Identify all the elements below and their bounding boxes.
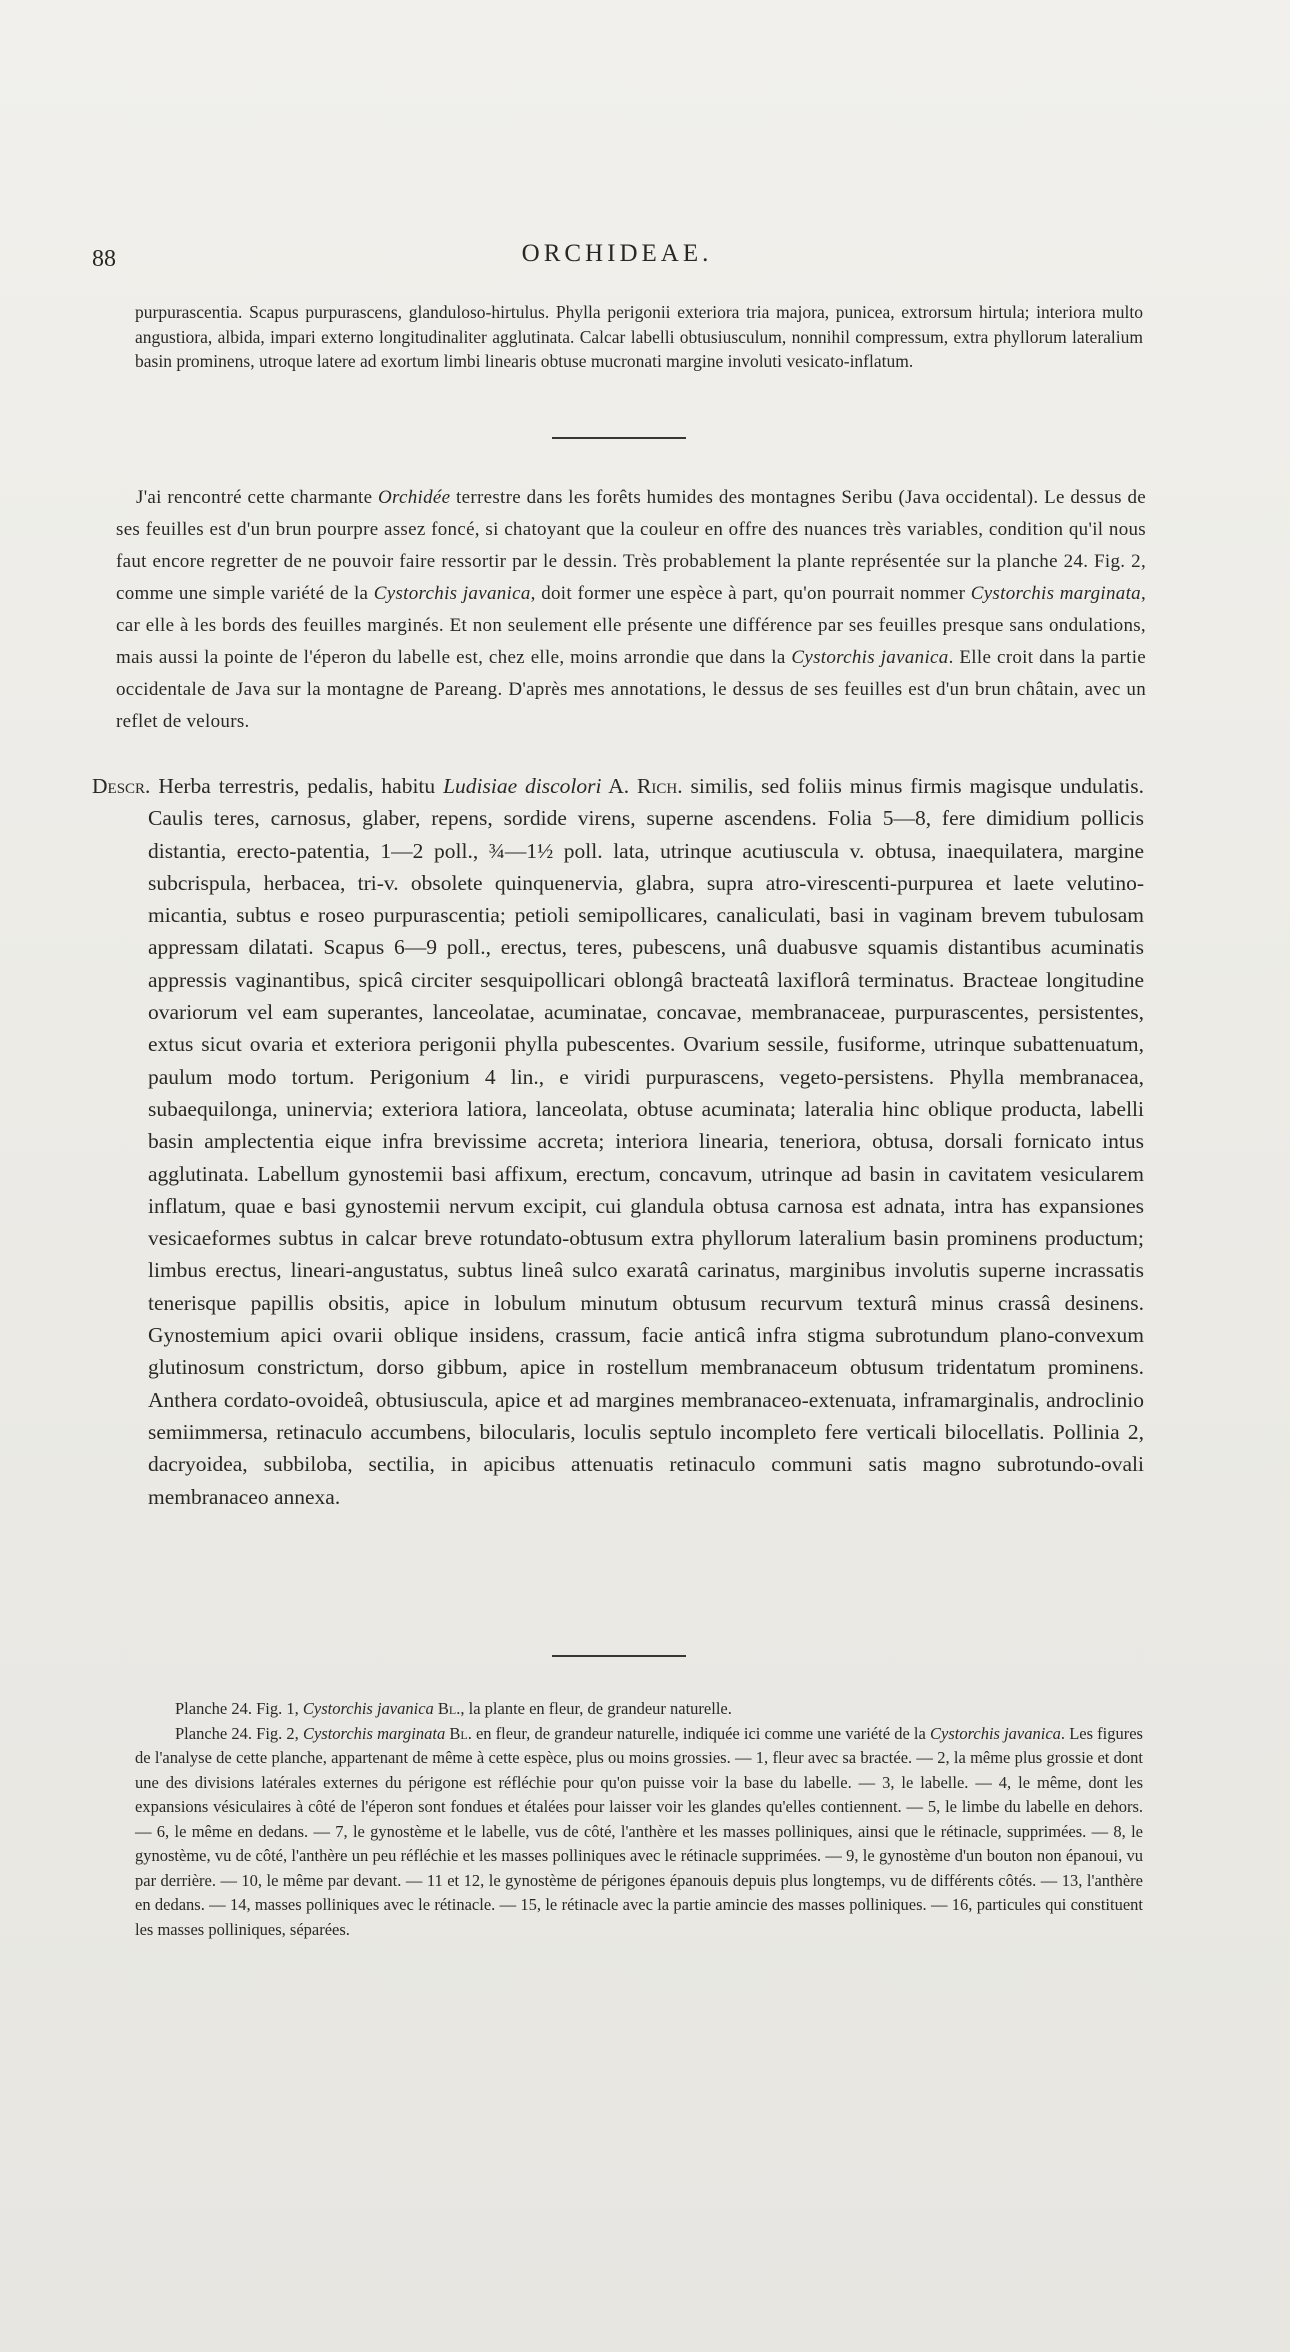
plate-caption-2 — [135, 1722, 1143, 1943]
page-number: 88 — [92, 246, 116, 272]
taxon-name: Cystorchis javanica — [302, 1699, 434, 1718]
french-text: , doit former une espèce à part, qu'on pourrait nommer — [530, 583, 971, 604]
intro-paragraph: purpurascentia. Scapus purpurascens, glanduloso-hirtulus. Phylla perigonii exteriora tria majora, punicea, extrorsum hirtula; interiora multo angustiora, albida, impari externo longitudinaliter agglutinata. Calcar labelli obtusiusculum, nonnihil compressum, extra phyllorum lateralium basin prominens, utroque latere ad exortum limbi linearis obtuse mucronati margine involuti vesicato-inflatum. — [135, 302, 1143, 371]
french-paragraph — [116, 482, 1146, 738]
description-text: similis, sed foliis minus firmis magisque undulatis. Caulis teres, carnosus, glaber, repens, sordide virens, superne ascendens. Folia 5—8, fere dimidium pollicis distantia, erecto-patentia, 1—2 poll., ¾—1½ poll. lata, utrinque acutiuscula v. obtusa, inaequilatera, margine subcrispula, herbacea, tri-v. obsolete quinquenervia, glabra, supra atro-virescenti-purpurea et laete velutino-micantia, subtus e roseo purpurascentia; petioli semipollicares, canaliculati, basi in vaginam brevem tubulosam appressam dilatati. Scapus 6—9 poll., erectus, teres, pubescens, unâ duabusve squamis distantibus acuminatis appressis vaginantibus, spicâ circiter sesquipollicari oblongâ bracteatâ laxiflorâ terminatus. Bracteae longitudine ovariorum vel eam superantes, lanceolatae, acuminatae, concavae, membranaceae, purpurascentes, persistentes, extus sicut ovaria et exteriora perigonii phylla pubescentes. Ovarium sessile, fusiforme, utrinque subattenuatum, paulum modo tortum. Perigonium 4 lin., e viridi purpurascens, vegeto-persistens. Phylla membranacea, subaequilonga, uninervia; exteriora latiora, lanceolata, obtuse acuminata; lateralia hinc oblique producta, labelli basin amplectentia eique infra brevissime accreta; interiora linearia, teneriora, obtusa, dorsali fornicato intus agglutinata. Labellum gynostemii basi affixum, erectum, concavum, utrinque ad basin in cavitatem vesicularem inflatum, quae e basi gynostemii nervum excipit, cui glandula obtusa carnosa est adnata, intra has expansiones vesicaeformes subtus in calcar breve rotundato-obtusum extra phyllorum lateralium basin prominens productum; limbus erectus, lineari-angustatus, subtus lineâ sulco exaratâ carinatus, marginibus involutis superne incrassatis tenerisque papillis obsitis, apice in lobulum minutum obtusum recurvum texturâ minus crassâ desinens. Gynostemium apici ovarii oblique insidens, crassum, facie anticâ infra stigma subrotundum plano-convexum glutinosum constrictum, dorso gibbum, apice in rostellum membranaceum obtusum tridentatum prominens. Anthera cordato-ovoideâ, obtusiuscula, apice et ad margines membranaceo-extenuata, inframarginalis, androclinio semiimmersa, retinaculo accumbens, bilocularis, loculis septulo incompleto fere verticali bilocellatis. Pollinia 2, dacryoidea, subbiloba, sectilia, in apicibus attenuatis retinaculo communi satis magno subrotundo-ovali membranaceo annexa. — [148, 774, 1144, 1509]
taxon-name: Orchidée — [377, 487, 451, 508]
description-text: A. — [601, 774, 638, 798]
taxon-name: Ludisiae discolori — [443, 774, 602, 798]
description-paragraph — [92, 770, 1144, 1513]
french-text: . Elle croit dans la partie occidentale de Java sur la montagne de Pareang. D'après mes annotations, le dessus de ses feuilles est d'un brun châtain, avec un reflet de velours. — [116, 647, 1147, 732]
section-divider — [552, 1655, 686, 1657]
taxon-name: Cystorchis marginata — [970, 583, 1141, 604]
running-head: ORCHIDEAE. — [521, 240, 713, 267]
plate-caption-1 — [135, 1697, 1143, 1722]
description-text: Herba terrestris, pedalis, habitu — [150, 774, 444, 798]
taxon-name: Cystorchis marginata — [302, 1723, 446, 1743]
french-text: , car elle à les bords des feuilles marginés. Et non seulement elle présente une différence par ses feuilles presque sans ondulations, mais aussi la pointe de l'éperon du labelle est, chez elle, moins arrondie que dans la — [116, 583, 1147, 668]
caption-text: , la plante en fleur, de grandeur naturelle. — [460, 1699, 732, 1718]
caption-text: Planche 24. Fig. 2, — [175, 1723, 303, 1743]
section-divider — [552, 437, 686, 439]
french-text: J'ai rencontré cette charmante — [136, 487, 378, 508]
description-lead: Descr. — [92, 774, 151, 798]
french-text: terrestre dans les forêts humides des montagnes Seribu (Java occidental). Le dessus de ses feuilles est d'un brun pourpre assez foncé, si chatoyant que la couleur en offre des nuances très variables, condition qu'il nous faut encore regretter de ne pouvoir faire ressortir par le dessin. Très probablement la plante représentée sur la planche 24. Fig. 2, comme une simple variété de la — [116, 487, 1146, 604]
taxon-name: Cystorchis javanica — [791, 647, 949, 668]
french-commentary — [116, 482, 1146, 738]
caption-text: en fleur, de grandeur naturelle, indiquée ici comme une variété de la — [471, 1723, 930, 1743]
caption-text: . Les figures de l'analyse de cette planche, appartenant de même à cette espèce, plus ou moins grossies. — 1, fleur avec sa bractée. — 2, la même plus grossie et dont une des divisions latérales externes du périgone est réfléchie pour qu'on puisse voir la base du labelle. — 3, le labelle. — 4, le même, dont les expansions vésiculaires à côté de l'éperon sont fondues et étalées pour laisser voir les glandes qu'elles contiennent. — 5, le limbe du labelle en dehors. — 6, le même en dedans. — 7, le gynostème et le labelle, vus de côté, l'anthère et les masses polliniques, ainsi que le rétinacle, supprimées. — 8, le gynostème, vu de côté, l'anthère un peu réfléchie et les masses polliniques avec le rétinacle supprimées. — 9, le gynostème d'un bouton non épanoui, vu par derrière. — 10, le même par devant. — 11 et 12, le gynostème de périgones épanouis depuis plus longtemps, vu de différents côtés. — 13, l'anthère en dedans. — 14, masses polliniques avec le rétinacle. — 15, le rétinacle avec la partie amincie des masses polliniques. — 16, particules qui constituent les masses polliniques, séparées. — [135, 1723, 1143, 1939]
author-abbrev: Rich. — [637, 774, 683, 798]
author-abbrev: Bl. — [433, 1699, 461, 1718]
plate-legend — [135, 1697, 1143, 1942]
taxon-name: Cystorchis javanica — [373, 583, 531, 604]
latin-description — [92, 770, 1144, 1513]
taxon-name: Cystorchis javanica — [929, 1723, 1061, 1743]
page-header — [92, 238, 1142, 278]
caption-text: Planche 24. Fig. 1, — [175, 1699, 303, 1718]
author-abbrev: Bl. — [445, 1723, 472, 1743]
